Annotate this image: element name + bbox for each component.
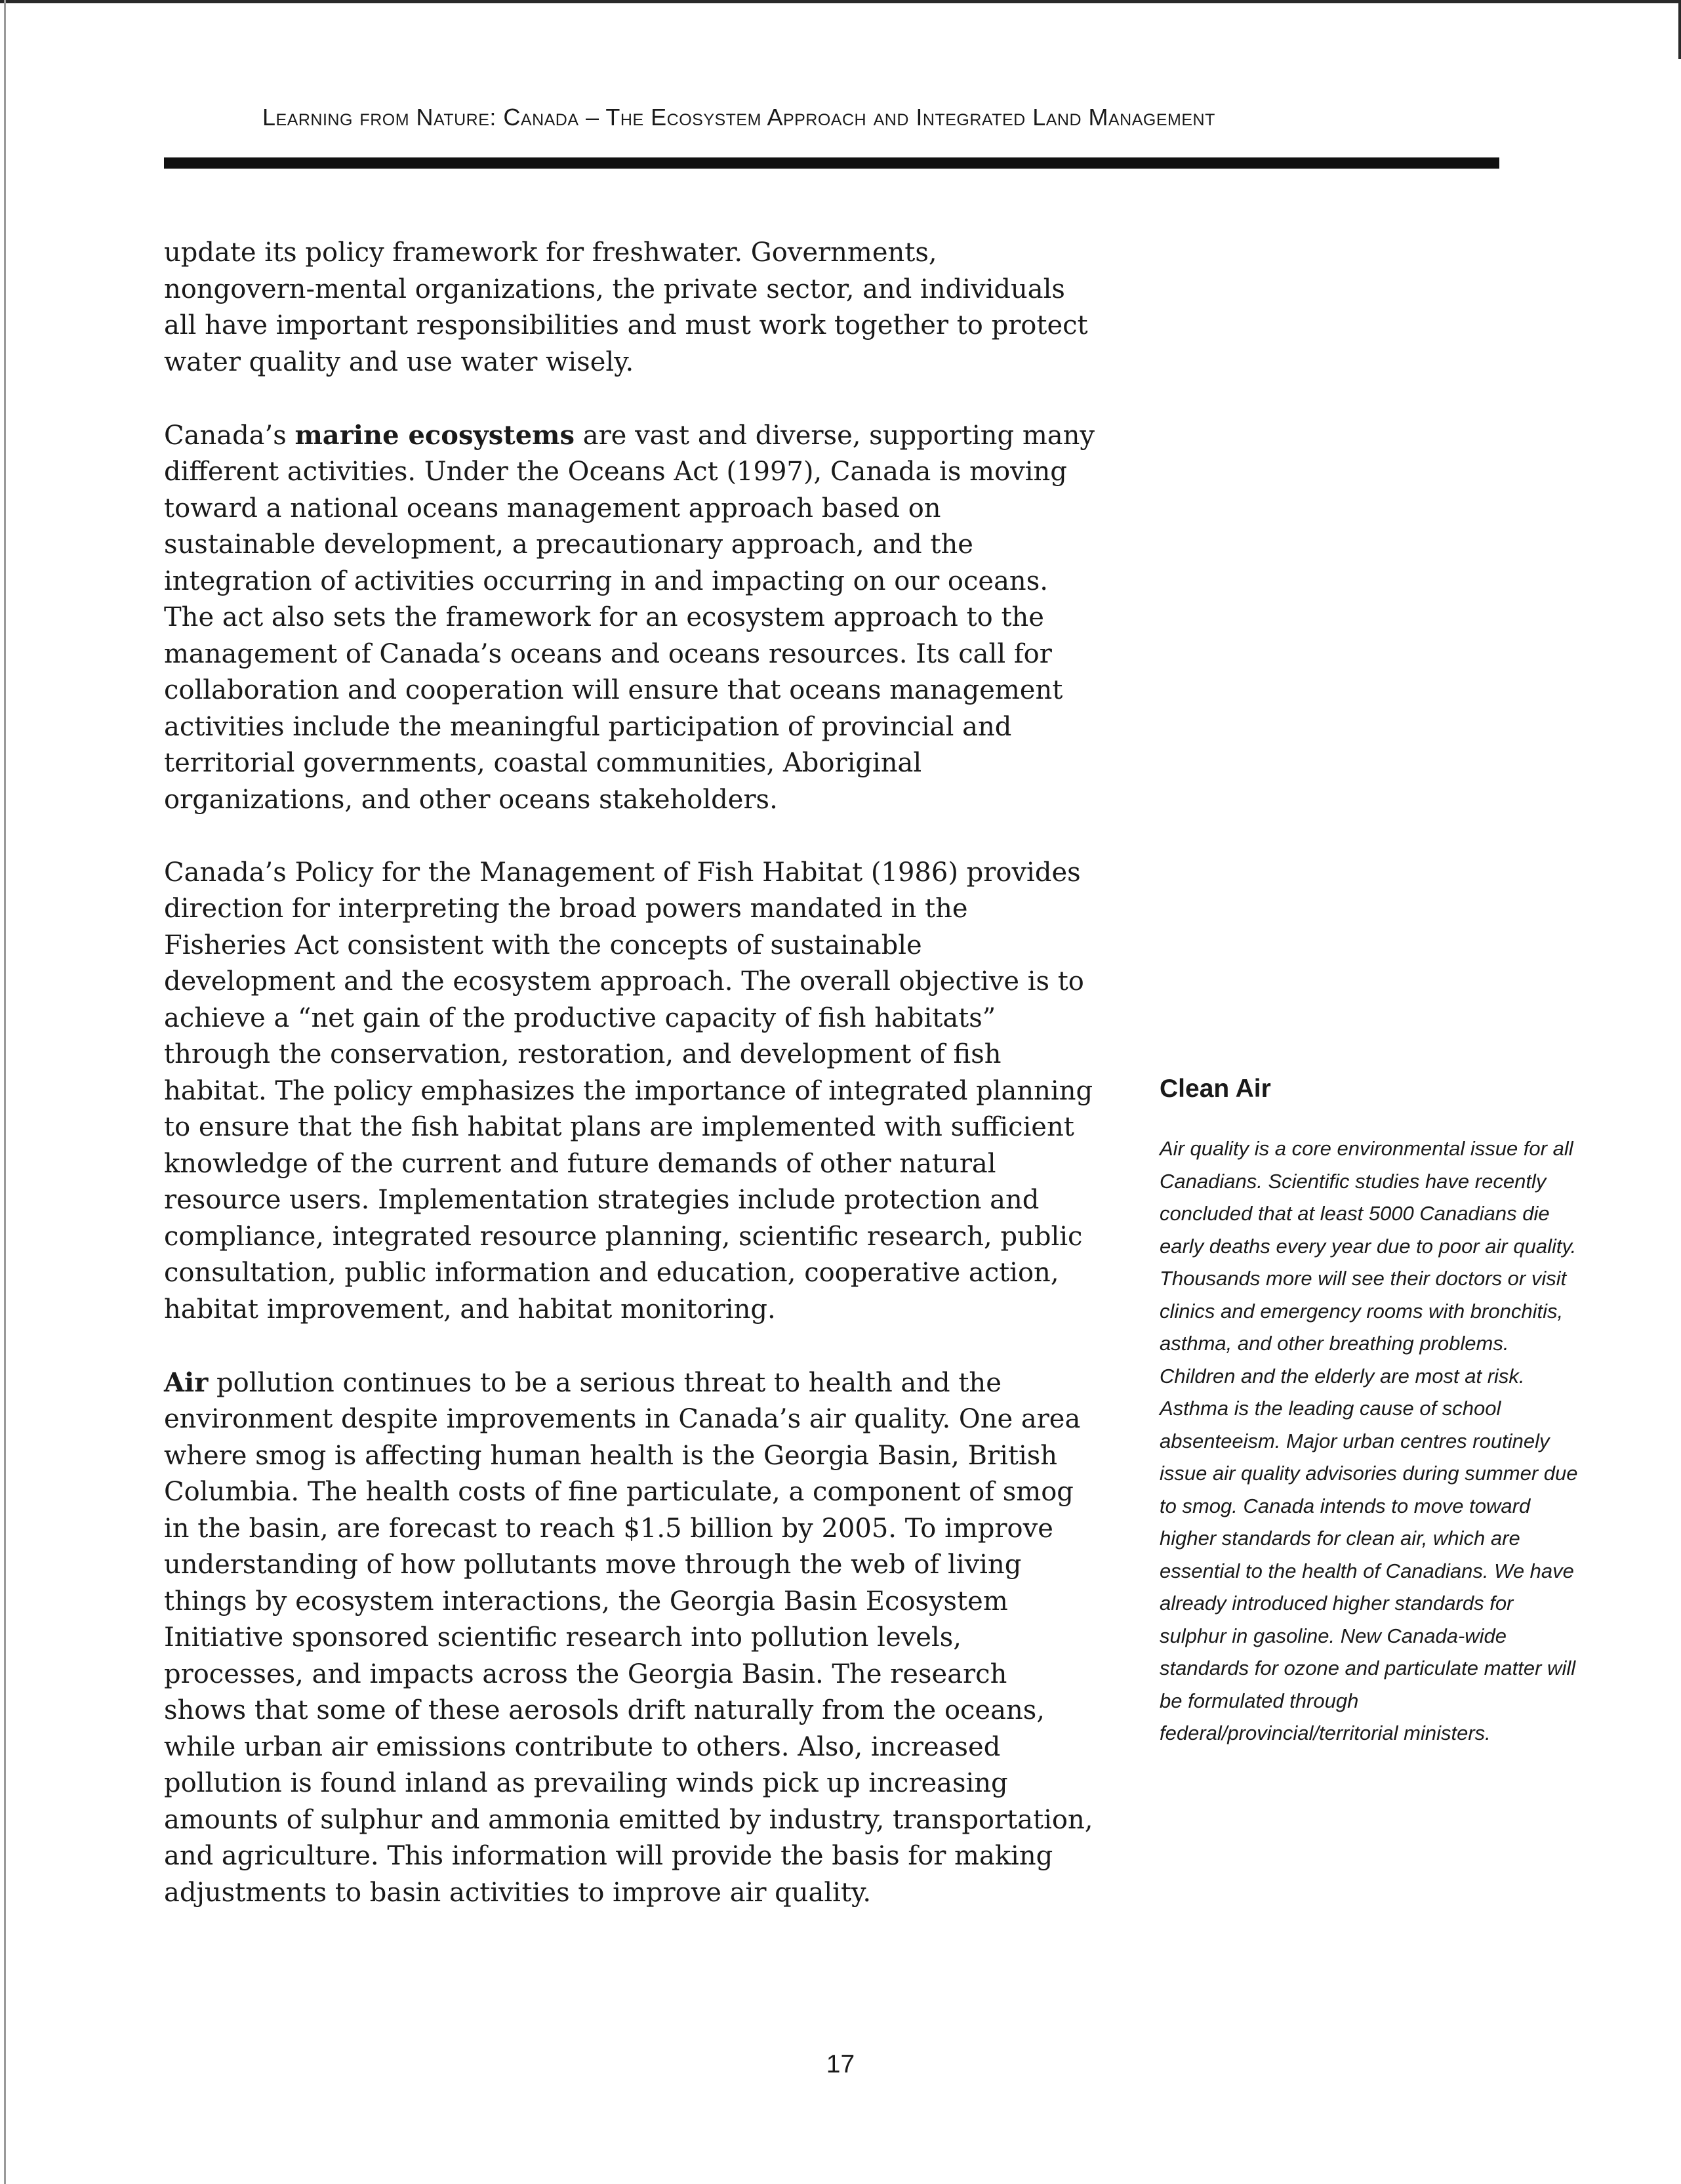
sidebar-title: Clean Air bbox=[1160, 1075, 1271, 1103]
paragraph-marine-ecosystems bbox=[164, 417, 1095, 819]
main-column bbox=[164, 235, 1095, 1948]
bold-term-marine-ecosystems: marine ecosystems bbox=[294, 419, 575, 451]
paragraph-lead: Canada’s bbox=[164, 420, 295, 451]
scan-border-right bbox=[1678, 0, 1681, 59]
paragraph-body: pollution continues to be a serious threat to health and the environment despite improvements in Canada’s air quality. One area where smog is affecting human health is the Georgia Basin, British Columbia. The health costs of fine particulate, a component of smog in the basin, are forecast to reach $1.5 billion by 2005. To improve understanding of how pollutants move through the web of living things by ecosystem interactions, the Georgia Basin Ecosystem Initiative sponsored scientific research into pollution levels, processes, and impacts across the Georgia Basin. The research shows that some of these aerosols drift naturally from the oceans, while urban air emissions contribute to others. Also, increased pollution is found inland as prevailing winds pick up increasing amounts of sulphur and ammonia emitted by industry, transportation, and agriculture. This information will provide the basis for making adjustments to basin activities to improve air quality. bbox=[164, 1367, 1093, 1908]
sidebar-clean-air bbox=[1160, 1075, 1579, 1750]
page-number: 17 bbox=[826, 2050, 855, 2078]
paragraph-freshwater: update its policy framework for freshwater. Governments, nongovern-mental organizations, the private sector, and individuals all have important responsibilities and must work together to protect water quality and use water wisely. bbox=[164, 237, 1088, 377]
paragraph-fish-habitat: Canada’s Policy for the Management of Fish Habitat (1986) provides direction for interpreting the broad powers mandated in the Fisheries Act consistent with the concepts of sustainable development and the ecosystem approach. The overall objective is to achieve a “net gain of the productive capacity of fish habitats” through the conservation, restoration, and development of fish habitat. The policy emphasizes the importance of integrated planning to ensure that the fish habitat plans are implemented with sufficient knowledge of the current and future demands of other natural resource users. Implementation strategies include protection and compliance, integrated resource planning, scientific research, public consultation, public information and education, cooperative action, habitat improvement, and habitat monitoring. bbox=[164, 857, 1093, 1325]
running-head: Learning from Nature: Canada – The Ecosystem Approach and Integrated Land Management bbox=[262, 104, 1215, 131]
scan-border-top bbox=[0, 0, 1681, 3]
header-rule bbox=[164, 157, 1499, 169]
scan-border-left bbox=[4, 0, 6, 2184]
bold-term-air: Air bbox=[164, 1367, 209, 1398]
paragraph-air-pollution bbox=[164, 1365, 1095, 1912]
sidebar-body: Air quality is a core environmental issue for all Canadians. Scientific studies have recently concluded that at least 5000 Canadians die early deaths every year due to poor air quality. Thousands more will see their doctors or visit clinics and emergency rooms with bronchitis, asthma, and other breathing problems. Children and the elderly are most at risk. Asthma is the leading cause of school absenteeism. Major urban centres routinely issue air quality advisories during summer due to smog. Canada intends to move toward higher standards for clean air, which are essential to the health of Canadians. We have already introduced higher standards for sulphur in gasoline. New Canada-wide standards for ozone and particulate matter will be formulated through federal/provincial/territorial ministers. bbox=[1160, 1137, 1578, 1744]
paragraph-body: are vast and diverse, supporting many different activities. Under the Oceans Act (1997), Canada is moving toward a national oceans management approach based on sustainable development, a precautionary approach, and the integration of activities occurring in and impacting on our oceans. The act also sets the framework for an ecosystem approach to the management of Canada’s oceans and oceans resources. Its call for collaboration and cooperation will ensure that oceans management activities include the meaningful participation of provincial and territorial governments, coastal communities, Aboriginal organizations, and other oceans stakeholders. bbox=[164, 420, 1095, 815]
